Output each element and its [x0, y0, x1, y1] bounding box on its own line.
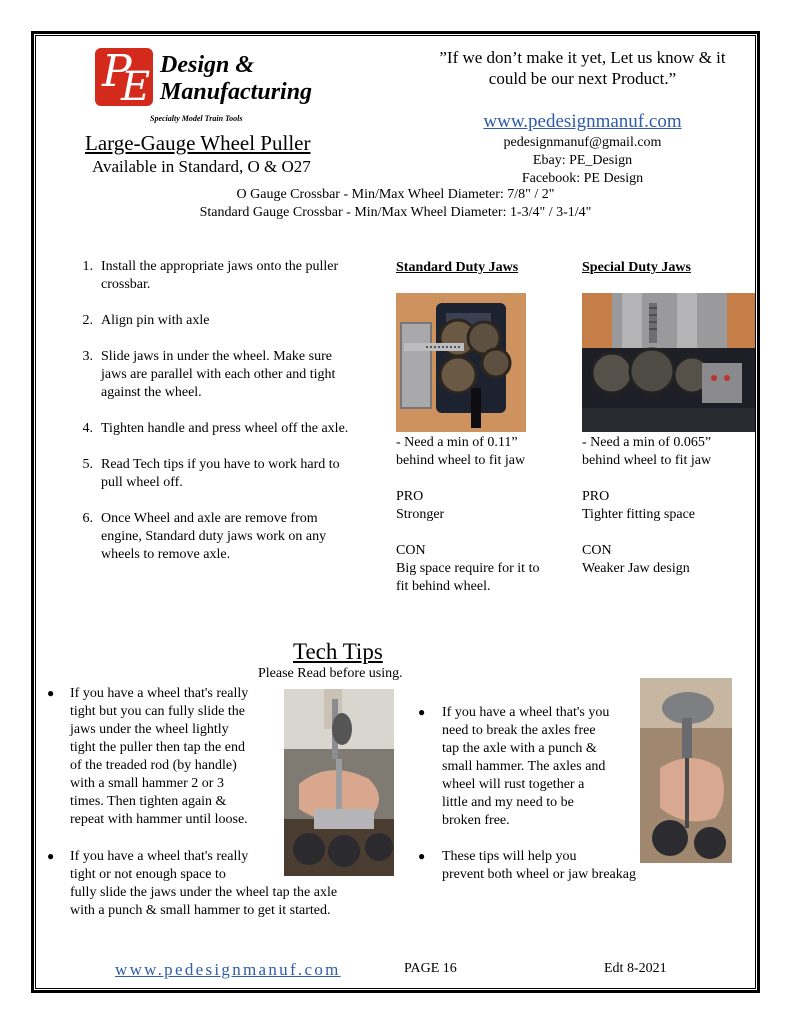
slogan-quote: ”If we don’t make it yet, Let us know & it could be our next Product.” — [439, 48, 726, 88]
list-item: 2. Align pin with axle — [82, 313, 210, 328]
ebay-text: Ebay: PE_Design — [532, 153, 633, 168]
tip-1: If you have a wheel that's really tight but you can fully slide the jaws under the wheel lightly tight the puller then tap the end of the treaded rod (by handle) with a small hammer 2 or 3 times. Then tighten again & repeat with hammer until loose. — [70, 686, 249, 827]
tech-tips-subtitle: Please Read before using. — [258, 666, 403, 681]
special-jaws-notes: - Need a min of 0.065” behind wheel to fit jaw PRO Tighter fitting space CON Weaker Jaw design — [582, 435, 712, 576]
page-number: PAGE 16 — [404, 961, 457, 976]
special-jaws-heading: Special Duty Jaws — [582, 260, 691, 275]
standard-jaws-photo — [396, 293, 526, 432]
list-item: 4. Tighten handle and press wheel off the axle. — [82, 421, 349, 436]
tip-3: If you have a wheel that's you need to break the axles free tap the axle with a punch & small hammer. The axles and wheel will rust together a little and my need to be broken free. — [442, 705, 610, 828]
standard-jaws-heading: Standard Duty Jaws — [396, 260, 519, 275]
email-text[interactable]: pedesignmanuf@gmail.com — [503, 135, 662, 150]
tip-4: These tips will help you prevent both wheel or jaw breakag — [442, 849, 636, 882]
logo-line-2: Manufacturing — [160, 79, 313, 105]
facebook-text: Facebook: PE Design — [521, 171, 644, 186]
standard-jaws-notes: - Need a min of 0.11” behind wheel to fit jaw PRO Stronger CON Big space require for it to fit behind wheel. — [396, 435, 540, 594]
bullet-icon: ● — [47, 686, 55, 700]
tip-2: If you have a wheel that's really tight or not enough space to fully slide the jaws under the wheel tap the axle with a punch & small hammer to get it started. — [70, 849, 338, 918]
bullet-icon: ● — [47, 849, 55, 863]
footer-website-link[interactable]: www.pedesignmanuf.com — [115, 960, 341, 979]
special-jaws-photo — [582, 293, 755, 432]
logo-line-1: Design & — [160, 52, 255, 78]
instruction-list — [60, 258, 360, 582]
spec-o-gauge: O Gauge Crossbar - Min/Max Wheel Diameter: 7/8" / 2" — [236, 187, 555, 202]
tech-tips-title: Tech Tips — [293, 639, 383, 664]
list-item: 1. Install the appropriate jaws onto the puller crossbar. — [82, 259, 339, 292]
logo-tagline: Specialty Model Train Tools — [150, 114, 243, 123]
punch-axle-photo — [640, 678, 732, 863]
bullet-icon: ● — [418, 849, 426, 863]
bullet-icon: ● — [418, 705, 426, 719]
edition-label: Edt 8-2021 — [604, 961, 667, 976]
spec-standard-gauge: Standard Gauge Crossbar - Min/Max Wheel Diameter: 1-3/4" / 3-1/4" — [199, 205, 592, 220]
contact-info — [420, 134, 745, 188]
page-title: Large-Gauge Wheel Puller — [85, 131, 311, 155]
website-link[interactable]: www.pedesignmanuf.com — [483, 111, 682, 132]
logo-letter-e: E — [121, 64, 151, 110]
list-item: 3. Slide jaws in under the wheel. Make sure jaws are parallel with each other and tight against the wheel. — [82, 349, 336, 400]
logo-wordmark — [160, 52, 312, 106]
list-item: 6. Once Wheel and axle are remove from engine, Standard duty jaws work on any wheels to remove axle. — [82, 511, 327, 562]
pe-logo-mark — [95, 46, 153, 110]
page-subtitle: Available in Standard, O & O27 — [92, 157, 311, 176]
list-item: 5. Read Tech tips if you have to work hard to pull wheel off. — [82, 457, 340, 490]
crossbar-specs — [40, 186, 751, 222]
logo-letter-p: P — [102, 46, 132, 97]
